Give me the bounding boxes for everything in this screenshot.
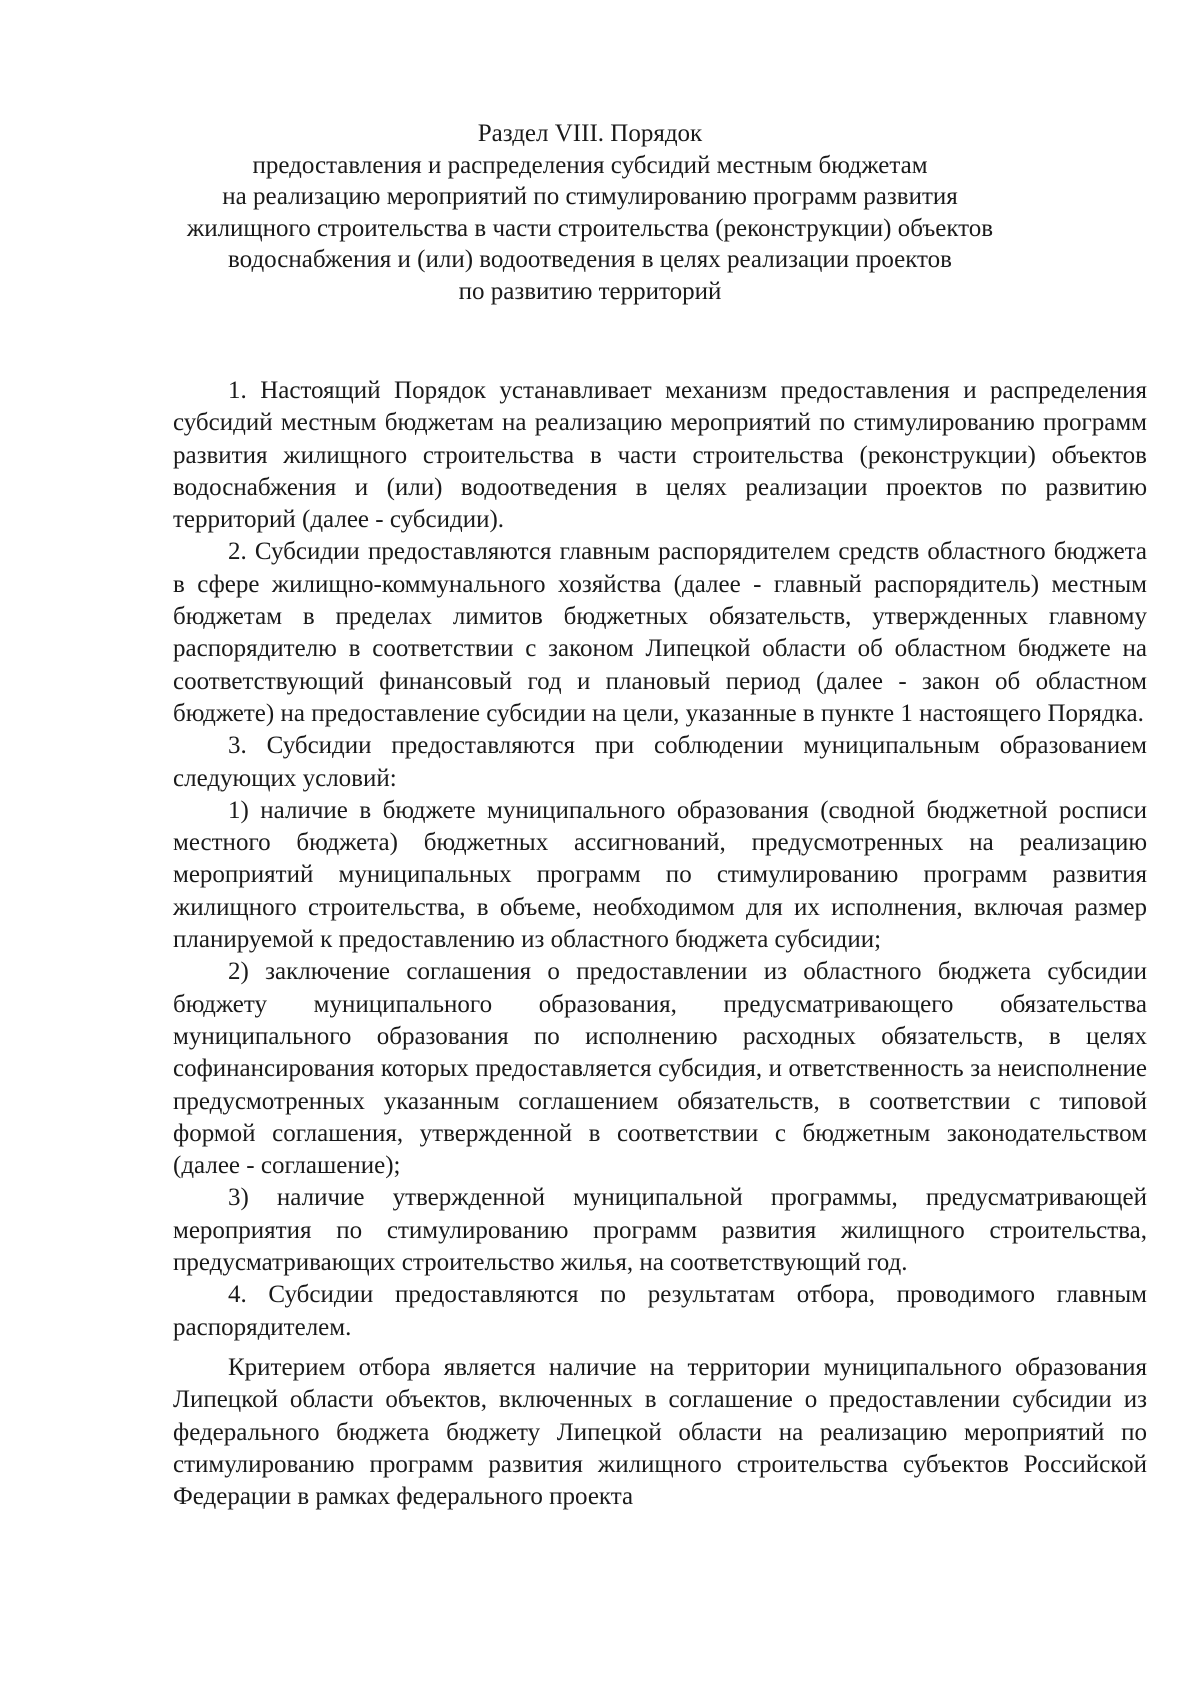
- paragraph-selection-criterion: Критерием отбора является наличие на территории муниципального образования Липецкой области объектов, включенных в соглашение о предоставлении субсидии из федерального бюджета бюджету Липецкой области на реализацию мероприятий по стимулированию программ развития жилищного строительства субъектов Российской Федерации в рамках федерального проекта: [173, 1353, 1147, 1511]
- heading-line: по развитию территорий: [458, 277, 722, 305]
- paragraph-condition-1: 1) наличие в бюджете муниципального образования (сводной бюджетной росписи местного бюджета) бюджетных ассигнований, предусмотренных на реализацию мероприятий муниципальных программ по стимулированию программ развития жилищного строительства, в объеме, необходимом для их исполнения, включая размер планируемой к предоставлению из областного бюджета субсидии;: [173, 796, 1147, 954]
- paragraph-item-3: 3. Субсидии предоставляются при соблюдении муниципальным образованием следующих условий:: [173, 732, 1147, 792]
- paragraph-condition-2: 2) заключение соглашения о предоставлении из областного бюджета субсидии бюджету муниципального образования, предусматривающего обязательства муниципального образования по исполнению расходных обязательств, в целях софинансирования которых предоставляется субсидия, и ответственность за неисполнение предусмотренных указанным соглашением обязательств, в соответствии с типовой формой соглашения, утвержденной в соответствии с бюджетным законодательством (далее - соглашение);: [173, 958, 1147, 1180]
- heading-line: предоставления и распределения субсидий местным бюджетам: [252, 151, 928, 179]
- paragraph-item-4: 4. Субсидии предоставляются по результатам отбора, проводимого главным распорядителем.: [173, 1281, 1147, 1341]
- paragraph-item-1: 1. Настоящий Порядок устанавливает механизм предоставления и распределения субсидий местным бюджетам на реализацию мероприятий по стимулированию программ развития жилищного строительства в части строительства (реконструкции) объектов водоснабжения и (или) водоотведения в целях реализации проектов по развитию территорий (далее - субсидии).: [173, 377, 1147, 534]
- heading-line: водоснабжения и (или) водоотведения в целях реализации проектов: [228, 246, 952, 274]
- paragraph-condition-3: 3) наличие утвержденной муниципальной программы, предусматривающей мероприятия по стимулированию программ развития жилищного строительства, предусматривающих строительство жилья, на соответствующий год.: [173, 1184, 1147, 1277]
- heading-line: жилищного строительства в части строительства (реконструкции) объектов: [186, 214, 994, 242]
- section-heading: [150, 118, 1030, 308]
- paragraph-item-2: 2. Субсидии предоставляются главным распорядителем средств областного бюджета в сфере жилищно-коммунального хозяйства (далее - главный распорядитель) местным бюджетам в пределах лимитов бюджетных обязательств, утвержденных главному распорядителю в соответствии с законом Липецкой области об областном бюджете на соответствующий финансовый год и плановый период (далее - закон об областном бюджете) на предоставление субсидии на цели, указанные в пункте 1 настоящего Порядка.: [173, 538, 1147, 727]
- heading-line: Раздел VIII. Порядок: [477, 120, 703, 147]
- document-body: [173, 375, 1147, 1513]
- heading-line: на реализацию мероприятий по стимулированию программ развития: [222, 183, 958, 211]
